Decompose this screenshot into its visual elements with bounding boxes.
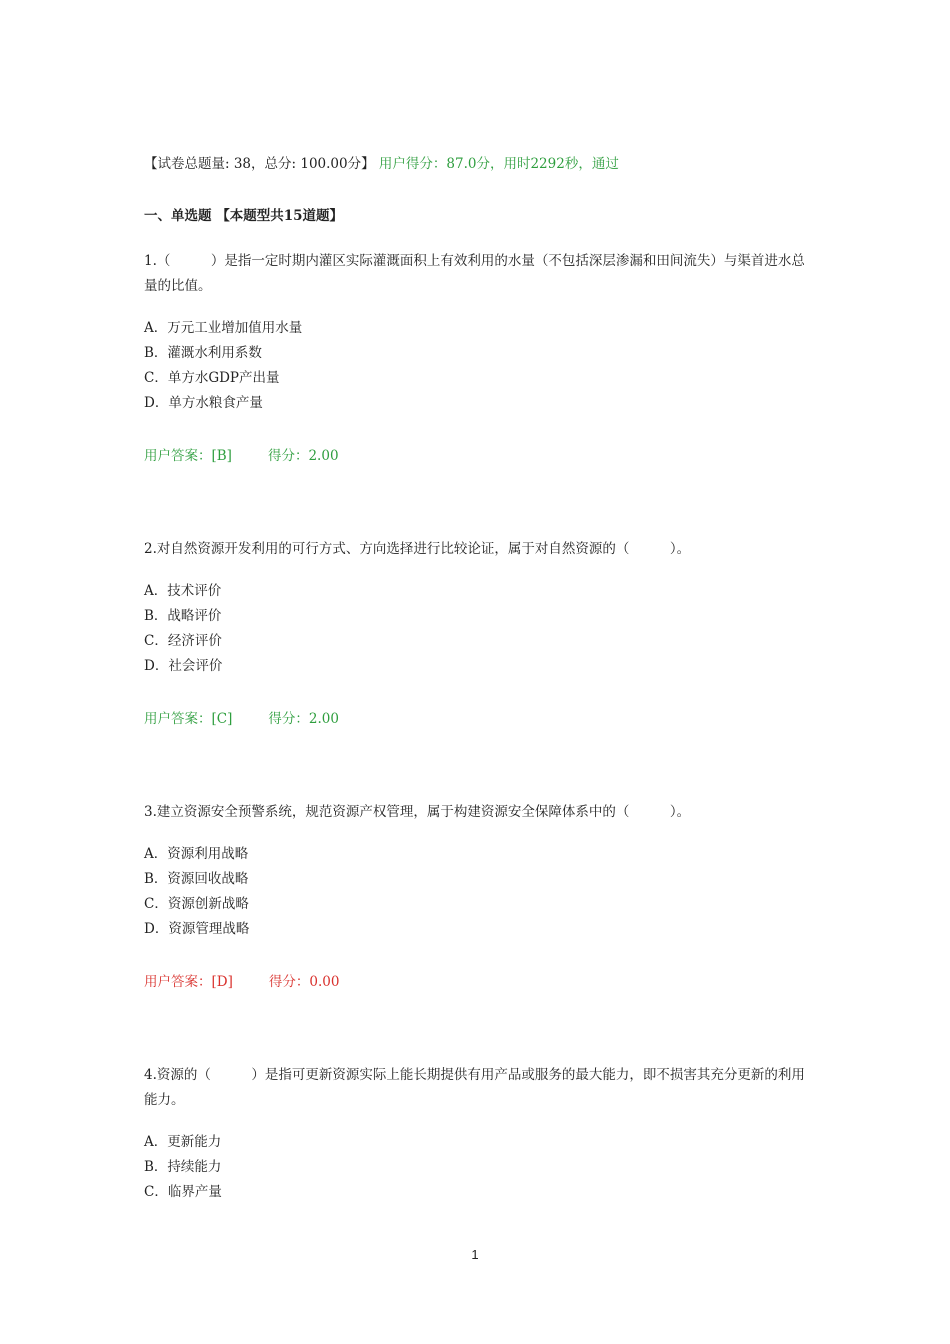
question-score: 得分：0.00 bbox=[268, 974, 340, 990]
option-a: A．更新能力 bbox=[144, 1134, 222, 1150]
option-b: B．资源回收战略 bbox=[144, 871, 249, 887]
exam-totals: 【试卷总题量: 38，总分: 100.00分】 bbox=[144, 156, 375, 172]
option-list bbox=[144, 579, 814, 679]
question-4 bbox=[144, 1063, 814, 1205]
user-answer-line bbox=[144, 444, 814, 464]
option-d: D．资源管理战略 bbox=[144, 921, 250, 937]
option-d: D．社会评价 bbox=[144, 658, 223, 674]
question-score: 得分：2.00 bbox=[268, 711, 339, 727]
user-answer: 用户答案：[C] bbox=[144, 711, 233, 727]
option-list bbox=[144, 1130, 814, 1205]
user-answer: 用户答案：[B] bbox=[144, 448, 232, 464]
option-c: C．资源创新战略 bbox=[144, 896, 249, 912]
option-b: B．灌溉水利用系数 bbox=[144, 345, 262, 361]
option-c: C．经济评价 bbox=[144, 633, 222, 649]
user-score-summary: 用户得分：87.0分，用时2292秒，通过 bbox=[378, 156, 619, 172]
question-score: 得分：2.00 bbox=[267, 448, 339, 464]
user-answer-line bbox=[144, 970, 814, 990]
option-a: A．资源利用战略 bbox=[144, 846, 249, 862]
question-stem: 1.（ ）是指一定时期内灌区实际灌溉面积上有效利用的水量（不包括深层渗漏和田间流失）与渠首进水总量的比值。 bbox=[144, 253, 805, 294]
option-list bbox=[144, 842, 814, 942]
option-b: B．持续能力 bbox=[144, 1159, 222, 1175]
exam-summary bbox=[144, 152, 619, 172]
question-2 bbox=[144, 537, 814, 727]
question-stem: 2.对自然资源开发利用的可行方式、方向选择进行比较论证，属于对自然资源的（ ）。 bbox=[144, 541, 691, 557]
question-stem: 4.资源的（ ）是指可更新资源实际上能长期提供有用产品或服务的最大能力，即不损害其充分更新的利用能力。 bbox=[144, 1067, 805, 1108]
section-title: 一、单选题 【本题型共15道题】 bbox=[144, 208, 343, 224]
option-a: A．技术评价 bbox=[144, 583, 222, 599]
question-1 bbox=[144, 249, 814, 464]
user-answer-line bbox=[144, 707, 814, 727]
question-3 bbox=[144, 800, 814, 990]
option-d: D．单方水粮食产量 bbox=[144, 395, 263, 411]
question-stem: 3.建立资源安全预警系统，规范资源产权管理，属于构建资源安全保障体系中的（ ）。 bbox=[144, 804, 691, 820]
page-number: 1 bbox=[471, 1247, 479, 1262]
option-b: B．战略评价 bbox=[144, 608, 222, 624]
user-answer: 用户答案：[D] bbox=[144, 974, 233, 990]
option-c: C．临界产量 bbox=[144, 1184, 222, 1200]
option-a: A．万元工业增加值用水量 bbox=[144, 320, 303, 336]
option-list bbox=[144, 316, 814, 416]
option-c: C．单方水GDP产出量 bbox=[144, 370, 280, 386]
